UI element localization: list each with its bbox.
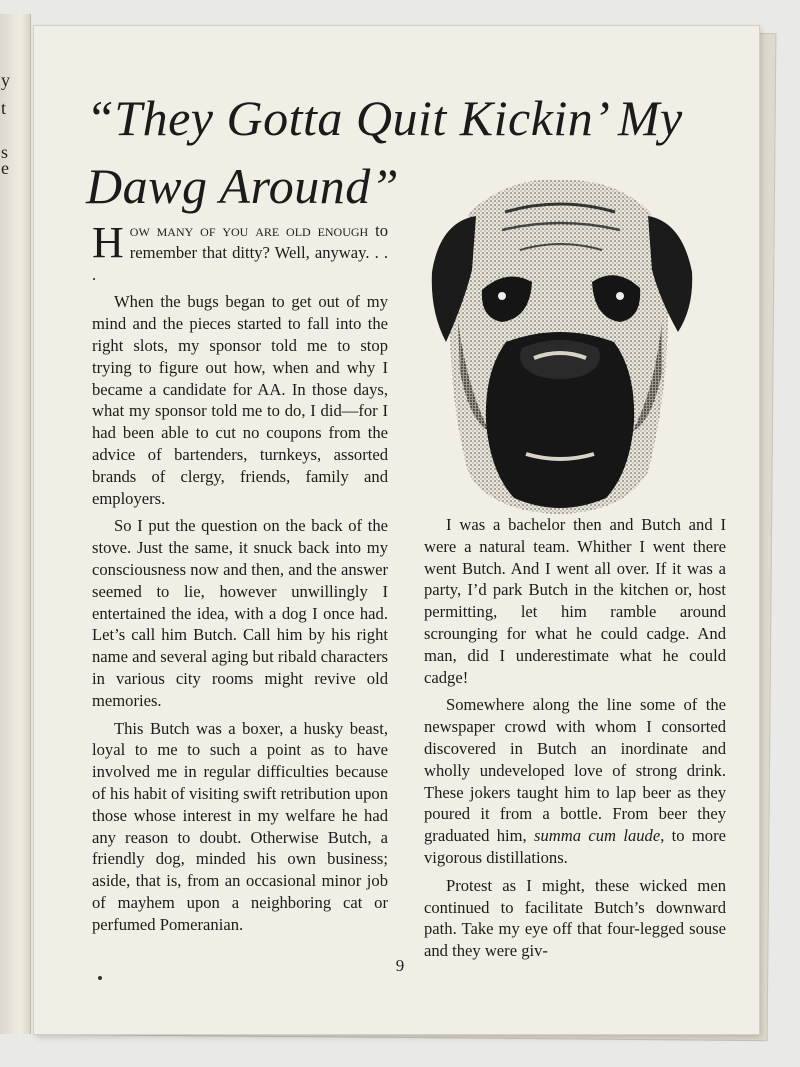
margin-dot	[98, 976, 102, 980]
opening-paragraph	[92, 220, 388, 285]
paragraph-text: Somewhere along the line some of the newspaper crowd with whom I consorted discovered in Butch an inordinate and wholly undeveloped love of strong drink. These jokers taught him to lap beer as they poured it from a bottle. From beer they graduated him,	[424, 695, 726, 846]
drop-cap: H	[92, 218, 124, 267]
paragraph	[424, 694, 726, 868]
opening-small-caps: ow many of you are old enough	[129, 221, 369, 240]
previous-page-edge-glyph: y	[1, 70, 10, 90]
paragraph: This Butch was a boxer, a husky beast, loyal to me to such a point as to have involved me in regular difficulties because of his habit of visiting swift retribution upon those whose interest in my welfare he had any reason to doubt. Otherwise Butch, a friendly dog, minded his own business; aside, that is, from an occasional minor job of mayhem upon a neighboring cat or perfumed Pomeranian.	[92, 718, 388, 934]
article-title: “They Gotta Quit Kickin’ My Dawg Around”	[86, 90, 683, 214]
paragraph: I was a bachelor then and Butch and I were a natural team. Whither I went there went Butch. And I went all over. If it was a party, I’d park Butch in the kitchen or, host permitting, let him ramble around scrounging for what he could cadge. And man, did I underestimate what he could cadge!	[424, 515, 726, 687]
latin-phrase: summa cum laude	[534, 826, 661, 846]
paragraph: When the bugs began to get out of my mind and the pieces started to fall into the right slots, my sponsor told me to stop trying to figure out how, when and why I became a candidate for AA. In those days, what my sponsor told me to do, I did—for I had been able to cut no coupons from the advice of bartenders, turnkeys, assorted brands of clergy, friends, family and employers.	[92, 292, 388, 508]
magazine-page	[34, 26, 759, 1034]
right-column	[424, 514, 726, 968]
paragraph: So I put the question on the back of the stove. Just the same, it snuck back into my consciousness now and then, and the answer seemed to lie, however unwillingly I entertained the idea, with a dog I once had. Let’s call him Butch. Call him by his right name and several aging but ribald characters in various city rooms might revive old memories.	[92, 516, 388, 710]
paragraph: Protest as I might, these wicked men continued to facilitate Butch’s downward path. Take my eye off that four-legged souse and they were giv-	[424, 875, 726, 961]
boxer-dog-head-icon	[410, 172, 700, 518]
previous-page-edge	[0, 14, 31, 1034]
previous-page-edge-glyph: s	[1, 142, 9, 162]
previous-page-edge-glyph: e	[1, 158, 9, 178]
paragraph-text: , to more vigorous distillations.	[424, 826, 726, 867]
opening-rest: to remember that ditty? Well, anyway. . . .	[92, 221, 388, 284]
previous-page-edge-glyph: t	[1, 98, 7, 118]
page-number: 9	[395, 956, 405, 975]
left-column	[92, 220, 388, 942]
